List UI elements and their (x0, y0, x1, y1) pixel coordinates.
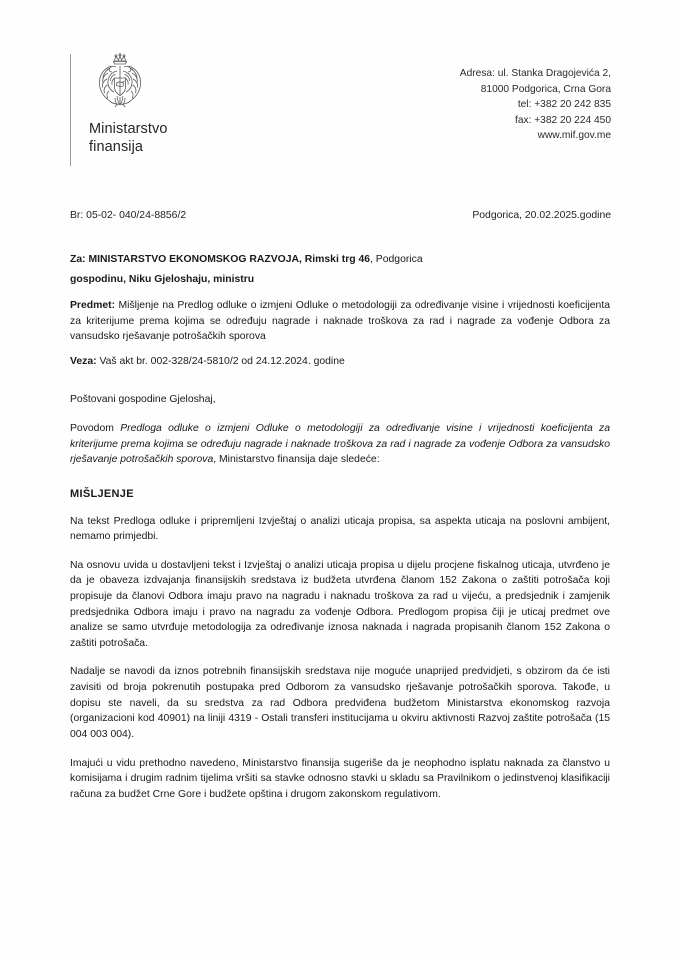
letter-body (70, 252, 610, 815)
contact-address-line1: Adresa: ul. Stanka Dragojevića 2, (459, 68, 611, 79)
ministry-name (89, 120, 168, 156)
veza-text: Vaš akt br. 002-328/24-5810/2 od 24.12.2024. godine (96, 356, 345, 368)
body-paragraph-4: Imajući u vidu prethodno navedeno, Ministarstvo finansija sugeriše da je neophodno isplatu naknada za članstvo u komisijama i drugim radnim tijelima vršiti sa stavke odnosno stavki u skladu sa Pravilnikom o jedinstvenoj klasifikaciji računa za budžet Crne Gore i budžete opština i drugom zakonskom regulativom. (70, 757, 610, 800)
body-paragraph-3: Nadalje se navodi da iznos potrebnih finansijskih sredstava nije moguće unaprijed predvidjeti, s obzirom da će isti zavisiti od broja pokrenutih postupaka pred Odborom za vansudsko rješavanje potrošačkih sporova. Takođe, u dopisu ste naveli, da su sredstva za rad Odbora predviđena budžetom Ministarstva ekonomskog razvoja (organizacioni kod 40901) na liniji 4319 - Ostali transferi institucijama u okviru aktivnosti Razvoj zaštite potrošača (15 004 003 004). (70, 666, 610, 740)
document-number: Br: 05-02- 040/24-8856/2 (70, 210, 187, 221)
addressee-person-line (70, 272, 610, 288)
intro-prefix: Povodom (70, 423, 121, 435)
intro-paragraph (70, 421, 610, 468)
opinion-heading: MIŠLJENJE (70, 488, 134, 501)
veza-label: Veza: (70, 356, 97, 368)
contact-block (460, 66, 611, 144)
subject-text: Mišljenje na Predlog odluke o izmjeni Odluke o metodologiji za određivanje visine i vrijednosti koeficijenta za kriterijume prema kojima se određuju nagrade i naknade troškova za rad i nagrade za vođenje Odbora za vansudsko rješavanje potrošačkih sporova (70, 300, 610, 343)
salutation: Poštovani gospodine Gjeloshaj, (70, 393, 216, 405)
contact-address-line2: 81000 Podgorica, Crna Gora (480, 83, 611, 95)
intro-italic-title: Predloga odluke o izmjeni Odluke o metodologiji za određivanje visine i vrijednosti koeficijenta za kriterijume prema kojima se određuju nagrade i naknade troškova za rad i nagrade za vođenje Odbora za vansudsko rješavanje potrošačkih sporova (70, 423, 610, 466)
letterhead (70, 52, 611, 172)
addressee-person: gospodinu, Niku Gjeloshaju, ministru (70, 273, 255, 285)
brand-body (87, 52, 168, 156)
subject-label: Predmet: (70, 300, 116, 312)
ministry-brand (70, 52, 168, 166)
addressee-organization-line (70, 252, 610, 268)
intro-suffix: , Ministarstvo finansija daje sledeće: (213, 454, 380, 466)
veza-line (70, 354, 610, 370)
brand-divider-rule (70, 54, 71, 166)
coat-of-arms-icon (91, 52, 149, 114)
addressee-to-label: Za: (70, 254, 86, 265)
reference-row (70, 210, 611, 221)
addressee-organization: MINISTARSTVO EKONOMSKOG RAZVOJA, Rimski trg 46 (88, 254, 371, 265)
body-paragraph-2: Na osnovu uvida u dostavljeni tekst i Izvještaj o analizi uticaja propisa u dijelu procjene fiskalnog uticaja, utvrđeno je da je obaveza izdvajanja finansijskih sredstava iz budžeta utvrđena članom 152 Zakona o zaštiti potrošača koji propisuje da članovi Odbora imaju pravo na nagradu i naknadu troškova za rad u vijeću, a predsjednik i zamjenik predsjednika Odbora imaju i pravo na nagradu za vođenje Odbora. Predlogom propisa čiji je uticaj predmet ove analize se samo utvrđuje metodologija za određivanje iznosa naknada i nagrada propisanih članom 152 Zakona o zaštiti potrošača. (70, 559, 610, 649)
contact-telephone: tel: +382 20 242 835 (517, 99, 611, 110)
ministry-name-line1: Ministarstvo (89, 121, 168, 137)
place-and-date: Podgorica, 20.02.2025.godine (472, 210, 611, 221)
addressee-city: , Podgorica (370, 254, 423, 265)
contact-fax: fax: +382 20 224 450 (514, 114, 611, 126)
body-paragraph-1: Na tekst Predloga odluke i pripremljeni Izvještaj o analizi uticaja propisa, sa aspekta uticaja na poslovni ambijent, nemamo primjedbi. (70, 515, 610, 543)
ministry-name-line2: finansija (89, 139, 144, 156)
contact-website: www.mif.gov.me (537, 130, 611, 141)
subject-line (70, 298, 610, 345)
